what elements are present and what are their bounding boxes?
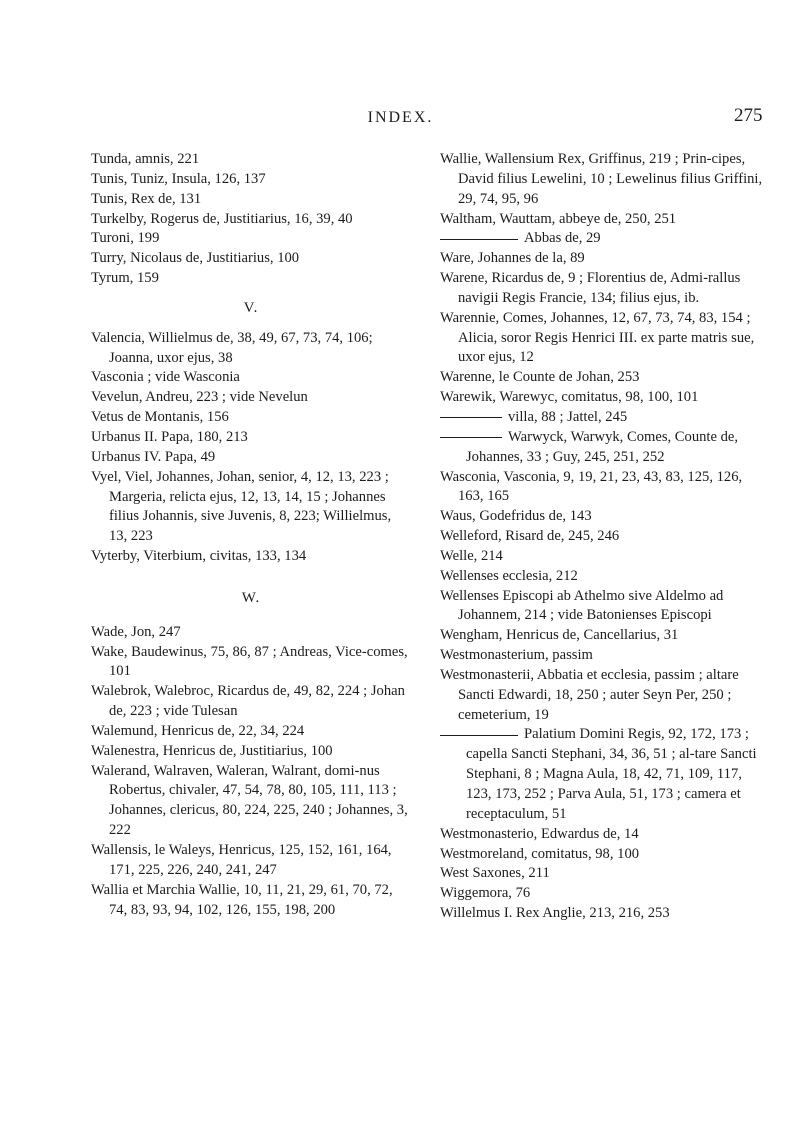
subentry-text: Warwyck, Warwyk, Comes, Counte de, Johannes, 33 ; Guy, 245, 251, 252 (466, 428, 739, 465)
subentry-text: Abbas de, 29 (524, 230, 601, 247)
index-entry: Vetus de Montanis, 156 (91, 409, 229, 426)
left-column (91, 150, 411, 920)
index-entry: Vyel, Viel, Johannes, Johan, senior, 4, 12, 13, 223 ; Margeria, relicta ejus, 12, 13, 14, 15 ; Johannes filius Johannis, sive Juvenis, 8, 223; Willielmus, 13, 223 (91, 468, 392, 545)
index-entry: Wallia et Marchia Wallie, 10, 11, 21, 29, 61, 70, 72, 74, 83, 93, 94, 102, 126, 155, 198, 200 (91, 881, 393, 918)
ditto-rule (440, 239, 518, 240)
index-entry: Westmonasterii, Abbatia et ecclesia, passim ; altare Sancti Edwardi, 18, 250 ; auter Seyn Per, 250 ; cemeterium, 19 (440, 666, 739, 723)
index-subentry (440, 428, 766, 468)
index-entry: Walerand, Walraven, Waleran, Walrant, domi-nus Robertus, chivaler, 47, 54, 78, 80, 105, 111, 113 ; Johannes, clericus, 80, 224, 225, 240 ; Johannes, 3, 222 (91, 762, 408, 839)
index-entry: Warewik, Warewyc, comitatus, 98, 100, 101 (440, 389, 699, 406)
right-column (440, 150, 766, 924)
index-entry: Tunis, Rex de, 131 (91, 190, 202, 207)
index-entry: Walebrok, Walebroc, Ricardus de, 49, 82, 224 ; Johan de, 223 ; vide Tulesan (91, 683, 405, 720)
index-entry: Waltham, Wauttam, abbeye de, 250, 251 (440, 210, 677, 227)
section-heading-w: W. (241, 589, 261, 606)
index-entry: Vasconia ; vide Wasconia (91, 369, 240, 386)
page-header (0, 105, 801, 135)
index-entry: Wallie, Wallensium Rex, Griffinus, 219 ; Prin-cipes, David filius Lewelini, 10 ; Lewelinus filius Griffini, 29, 74, 95, 96 (440, 151, 763, 207)
index-subentry (440, 229, 766, 249)
index-entry: Vevelun, Andreu, 223 ; vide Nevelun (91, 389, 308, 406)
index-entry: Westmonasterium, passim (440, 647, 593, 664)
index-entry: Welleford, Risard de, 245, 246 (440, 528, 620, 545)
index-entry: Willelmus I. Rex Anglie, 213, 216, 253 (440, 905, 670, 922)
index-entry: Warennie, Comes, Johannes, 12, 67, 73, 74, 83, 154 ; Alicia, soror Regis Henrici III. ex parte matris sue, uxor ejus, 12 (440, 309, 755, 366)
index-entry: Walenestra, Henricus de, Justitiarius, 100 (91, 742, 333, 759)
index-entry: Vyterby, Viterbium, civitas, 133, 134 (91, 548, 307, 565)
index-subentry (440, 408, 766, 428)
index-entry: Westmoreland, comitatus, 98, 100 (440, 845, 640, 862)
index-entry: Urbanus II. Papa, 180, 213 (91, 428, 248, 445)
subentry-text: Palatium Domini Regis, 92, 172, 173 ; capella Sancti Stephani, 34, 36, 51 ; al-tare Sancti Stephani, 8 ; Magna Aula, 18, 42, 71, 109, 117, 123, 173, 252 ; Parva Aula, 51, 173 ; camera et receptaculum, 51 (466, 726, 757, 822)
index-entry: Warene, Ricardus de, 9 ; Florentius de, Admi-rallus navigii Regis Francie, 134; filius ejus, ib. (440, 270, 741, 306)
ditto-rule (440, 437, 502, 438)
index-entry: Turkelby, Rogerus de, Justitiarius, 16, 39, 40 (91, 210, 353, 227)
section-heading-v: V. (243, 299, 259, 316)
subentry-text: villa, 88 ; Jattel, 245 (508, 408, 628, 425)
index-entry: Tyrum, 159 (91, 270, 159, 287)
index-entry: Valencia, Willielmus de, 38, 49, 67, 73, 74, 106; Joanna, uxor ejus, 38 (91, 329, 373, 366)
index-entry: Wiggemora, 76 (440, 885, 531, 902)
index-entry: Waus, Godefridus de, 143 (440, 508, 592, 525)
index-entry: Walemund, Henricus de, 22, 34, 224 (91, 722, 305, 739)
index-entry: Turoni, 199 (91, 230, 160, 247)
ditto-rule (440, 417, 502, 418)
index-entry: Tunda, amnis, 221 (91, 151, 200, 167)
index-entry: Wasconia, Vasconia, 9, 19, 21, 23, 43, 83, 125, 126, 163, 165 (440, 468, 743, 505)
index-entry: Turry, Nicolaus de, Justitiarius, 100 (91, 250, 300, 267)
ditto-rule (440, 735, 518, 736)
index-entry: Wellenses Episcopi ab Athelmo sive Aldelmo ad Johannem, 214 ; vide Batonienses Episcopi (440, 587, 724, 624)
index-entry: Warenne, le Counte de Johan, 253 (440, 369, 640, 386)
index-entry: Wallensis, le Waleys, Henricus, 125, 152, 161, 164, 171, 225, 226, 240, 241, 247 (91, 842, 392, 878)
index-entry: Wake, Baudewinus, 75, 86, 87 ; Andreas, Vice-comes, 101 (91, 643, 408, 680)
index-entry: Wengham, Henricus de, Cancellarius, 31 (440, 627, 679, 644)
index-entry: Tunis, Tuniz, Insula, 126, 137 (91, 170, 266, 187)
index-entry: Westmonasterio, Edwardus de, 14 (440, 825, 639, 842)
page-number: 275 (734, 105, 763, 126)
index-entry: Ware, Johannes de la, 89 (440, 250, 585, 267)
index-entry: Urbanus IV. Papa, 49 (91, 448, 216, 465)
index-entry: West Saxones, 211 (440, 865, 550, 882)
index-entry: Wade, Jon, 247 (91, 623, 181, 640)
index-entry: Wellenses ecclesia, 212 (440, 567, 578, 584)
page-title: INDEX. (367, 109, 434, 126)
index-subentry (440, 725, 766, 824)
index-entry: Welle, 214 (440, 547, 503, 564)
